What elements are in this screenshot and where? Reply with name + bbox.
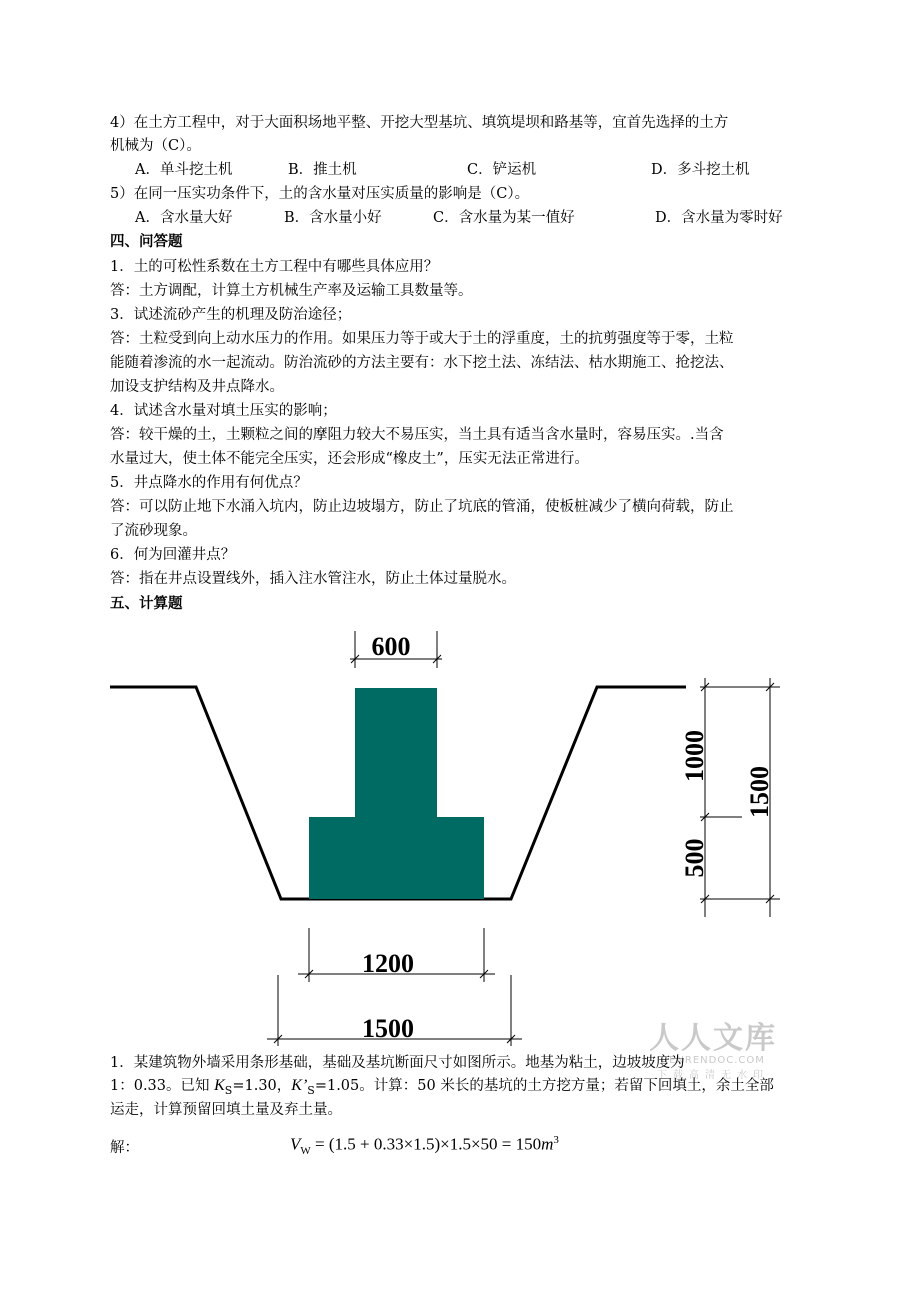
q4-line2: 机械为（C）。 xyxy=(110,138,201,154)
q5-option-a: A．含水量大好 xyxy=(135,210,233,226)
problem-line2: 1：0.33。已知 $K_S=1.30$，$K’_S=1.05$。计算：50 米长的基坑的土方挖方量；若留下回填土，余土全部 xyxy=(110,1077,774,1097)
section4-heading: 四、问答题 xyxy=(110,233,183,250)
q4-line1: 4）在土方工程中，对于大面积场地平整、开挖大型基坑、填筑堤坝和路基等，宜首先选择的土方 xyxy=(110,115,729,131)
foundation-column xyxy=(355,688,437,817)
dim-right-total-label: 1500 xyxy=(745,766,774,818)
dim-right-upper-label: 1000 xyxy=(680,730,709,782)
qa-line: 6．何为回灌井点？ xyxy=(110,547,236,563)
dim-top-label: 600 xyxy=(371,632,411,661)
dim-right-lower-label: 500 xyxy=(680,838,709,878)
qa-line: 4．试述含水量对填土压实的影响； xyxy=(110,403,337,419)
q5-option-c: C．含水量为某一值好 xyxy=(433,210,575,226)
watermark-brand: 人人文库 xyxy=(649,1021,777,1056)
q4-option-c: C．铲运机 xyxy=(467,162,537,178)
watermark-url: RENRENDOC.COM xyxy=(661,1055,765,1066)
qa-line: 5．井点降水的作用有何优点？ xyxy=(110,475,308,491)
qa-line: 能随着渗流的水一起流动。防治流砂的方法主要有：水下挖土法、冻结法、枯水期施工、抢挖法、 xyxy=(110,355,734,371)
section5-heading: 五、计算题 xyxy=(110,595,183,612)
problem-line3: 运走，计算预留回填土量及弃土量。 xyxy=(110,1102,342,1118)
q4-option-d: D．多斗挖土机 xyxy=(651,162,750,178)
problem-line1: 1．某建筑物外墙采用条形基础，基础及基坑断面尺寸如图所示。地基为粘土，边坡坡度为 xyxy=(110,1055,685,1071)
q5-option-d: D．含水量为零时好 xyxy=(655,210,783,226)
dim-bottom-inner-label: 1200 xyxy=(362,949,414,978)
q5-line1: 5）在同一压实功条件下，土的含水量对压实质量的影响是（C）。 xyxy=(110,186,530,202)
qa-line: 水量过大，使土体不能完全压实，还会形成“橡皮土”，压实无法正常进行。 xyxy=(110,451,589,467)
qa-line: 答：指在井点设置线外，插入注水管注水，防止土体过量脱水。 xyxy=(110,571,516,587)
foundation-base xyxy=(309,817,484,899)
q5-option-b: B．含水量小好 xyxy=(284,210,382,226)
qa-line: 答：土方调配，计算土方机械生产率及运输工具数量等。 xyxy=(110,283,473,299)
q4-option-b: B．推土机 xyxy=(288,162,357,178)
solution-formula: $V_W = (1.5 + 0.33\times 1.5)\times 1.5\times 50 = 150m^3$ xyxy=(290,1134,559,1158)
qa-line: 了流砂现象。 xyxy=(110,523,197,539)
watermark-tagline: 下载高清无水印 xyxy=(657,1070,769,1081)
qa-line: 答：可以防止地下水涌入坑内，防止边坡塌方，防止了坑底的管涌，使板桩减少了横向荷载，防止 xyxy=(110,499,734,515)
solution-label: 解： xyxy=(110,1140,139,1156)
dim-bottom-outer-label: 1500 xyxy=(362,1014,414,1043)
qa-line: 1．土的可松性系数在土方工程中有哪些具体应用？ xyxy=(110,259,439,275)
qa-line: 答：土粒受到向上动水压力的作用。如果压力等于或大于土的浮重度，土的抗剪强度等于零，土粒 xyxy=(110,331,734,347)
qa-line: 3．试述流砂产生的机理及防治途径； xyxy=(110,307,352,323)
qa-line: 答：较干燥的土，土颗粒之间的摩阻力较大不易压实，当土具有适当含水量时，容易压实。.当含 xyxy=(110,427,724,443)
qa-line: 加设支护结构及井点降水。 xyxy=(110,379,284,395)
q4-option-a: A．单斗挖土机 xyxy=(135,162,233,178)
